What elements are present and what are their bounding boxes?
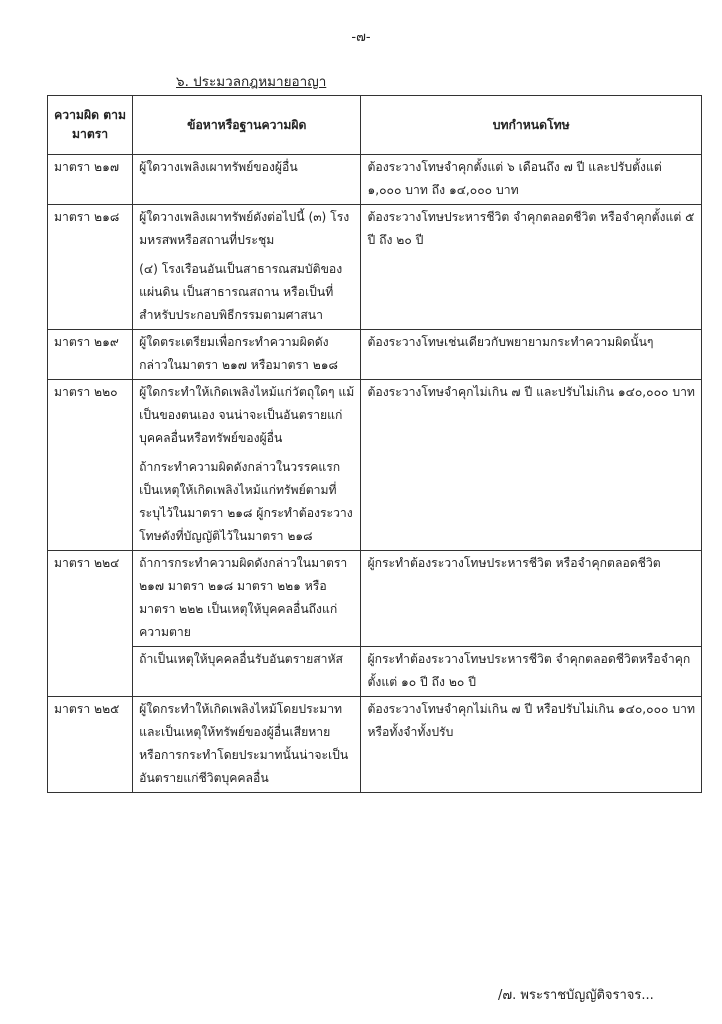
offense-paragraph: ผู้ใดวางเพลิงเผาทรัพย์ดังต่อไปนี้ (๓) โรงมหรสพหรือสถานที่ประชุม — [139, 210, 350, 247]
table-row — [48, 205, 702, 330]
row-section: มาตรา ๒๑๘ — [48, 205, 133, 330]
offense-paragraph: ถ้ากระทำความผิดดังกล่าวในวรรคแรกเป็นเหตุให้เกิดเพลิงไหม้แก่ทรัพย์ตามที่ระบุไว้ในมาตรา ๒๑๘ ผู้กระทำต้องระวางโทษดังที่บัญญัติไว้ในมาตรา ๒๑๘ — [139, 460, 353, 543]
table-row — [48, 697, 702, 793]
table-row — [48, 330, 702, 380]
row-penalty: ต้องระวางโทษจำคุกไม่เกิน ๗ ปี หรือปรับไม่เกิน ๑๔๐,๐๐๐ บาท หรือทั้งจำทั้งปรับ — [361, 697, 702, 793]
row-offense — [133, 155, 361, 205]
row-offense — [133, 380, 361, 551]
offense-paragraph: ถ้าเป็นเหตุให้บุคคลอื่นรับอันตรายสาหัส — [139, 652, 343, 666]
offense-paragraph: (๔) โรงเรือนอันเป็นสาธารณสมบัติของแผ่นดิน เป็นสาธารณสถาน หรือเป็นที่สำหรับประกอบพิธีกรรมตามศาสนา — [139, 262, 343, 322]
offense-paragraph: ผู้ใดวางเพลิงเผาทรัพย์ของผู้อื่น — [139, 160, 298, 174]
row-penalty: ผู้กระทำต้องระวางโทษประหารชีวิต จำคุกตลอดชีวิตหรือจำคุกตั้งแต่ ๑๐ ปี ถึง ๒๐ ปี — [361, 647, 702, 697]
row-offense — [133, 330, 361, 380]
row-penalty: ต้องระวางโทษจำคุกไม่เกิน ๗ ปี และปรับไม่เกิน ๑๔๐,๐๐๐ บาท — [361, 380, 702, 551]
table-row — [48, 551, 702, 647]
row-section: มาตรา ๒๑๗ — [48, 155, 133, 205]
table-row — [48, 155, 702, 205]
table-row — [48, 380, 702, 551]
footer-continuation: /๗. พระราชบัญญัติจราจร... — [498, 988, 654, 1003]
offense-paragraph: ถ้าการกระทำความผิดดังกล่าวในมาตรา ๒๑๗ มาตรา ๒๑๘ มาตรา ๒๒๑ หรือมาตรา ๒๒๒ เป็นเหตุให้บุคคลอื่นถึงแก่ความตาย — [139, 556, 348, 639]
row-penalty: ต้องระวางโทษเช่นเดียวกับพยายามกระทำความผิดนั้นๆ — [361, 330, 702, 380]
page-number: -๗- — [351, 30, 371, 45]
row-offense — [133, 647, 361, 697]
row-section: มาตรา ๒๒๐ — [48, 380, 133, 551]
table-row — [48, 647, 702, 697]
row-offense — [133, 697, 361, 793]
section-title: ๖. ประมวลกฎหมายอาญา — [176, 74, 327, 90]
row-penalty: ต้องระวางโทษจำคุกตั้งแต่ ๖ เดือนถึง ๗ ปี และปรับตั้งแต่ ๑,๐๐๐ บาท ถึง ๑๔,๐๐๐ บาท — [361, 155, 702, 205]
row-section: มาตรา ๒๒๔ — [48, 551, 133, 697]
row-section: มาตรา ๒๒๕ — [48, 697, 133, 793]
offense-paragraph: ผู้ใดกระทำให้เกิดเพลิงไหม้โดยประมาท และเป็นเหตุให้ทรัพย์ของผู้อื่นเสียหาย หรือการกระทำโดยประมาทนั้นน่าจะเป็นอันตรายแก่ชีวิตบุคคลอื่น — [139, 702, 349, 785]
row-offense — [133, 205, 361, 330]
row-offense — [133, 551, 361, 647]
row-penalty: ต้องระวางโทษประหารชีวิต จำคุกตลอดชีวิต หรือจำคุกตั้งแต่ ๕ ปี ถึง ๒๐ ปี — [361, 205, 702, 330]
row-section: มาตรา ๒๑๙ — [48, 330, 133, 380]
penalty-table — [47, 95, 702, 793]
header-offense: ข้อหาหรือฐานความผิด — [133, 96, 361, 155]
offense-paragraph: ผู้ใดกระทำให้เกิดเพลิงไหม้แก่วัตถุใดๆ แม้เป็นของตนเอง จนน่าจะเป็นอันตรายแก่บุคคลอื่นหรือทรัพย์ของผู้อื่น — [139, 385, 355, 445]
header-penalty: บทกำหนดโทษ — [361, 96, 702, 155]
table-header-row — [48, 96, 702, 155]
row-penalty: ผู้กระทำต้องระวางโทษประหารชีวิต หรือจำคุกตลอดชีวิต — [361, 551, 702, 647]
offense-paragraph: ผู้ใดตระเตรียมเพื่อกระทำความผิดดังกล่าวในมาตรา ๒๑๗ หรือมาตรา ๒๑๘ — [139, 335, 338, 372]
header-section: ความผิด ตามมาตรา — [48, 96, 133, 155]
